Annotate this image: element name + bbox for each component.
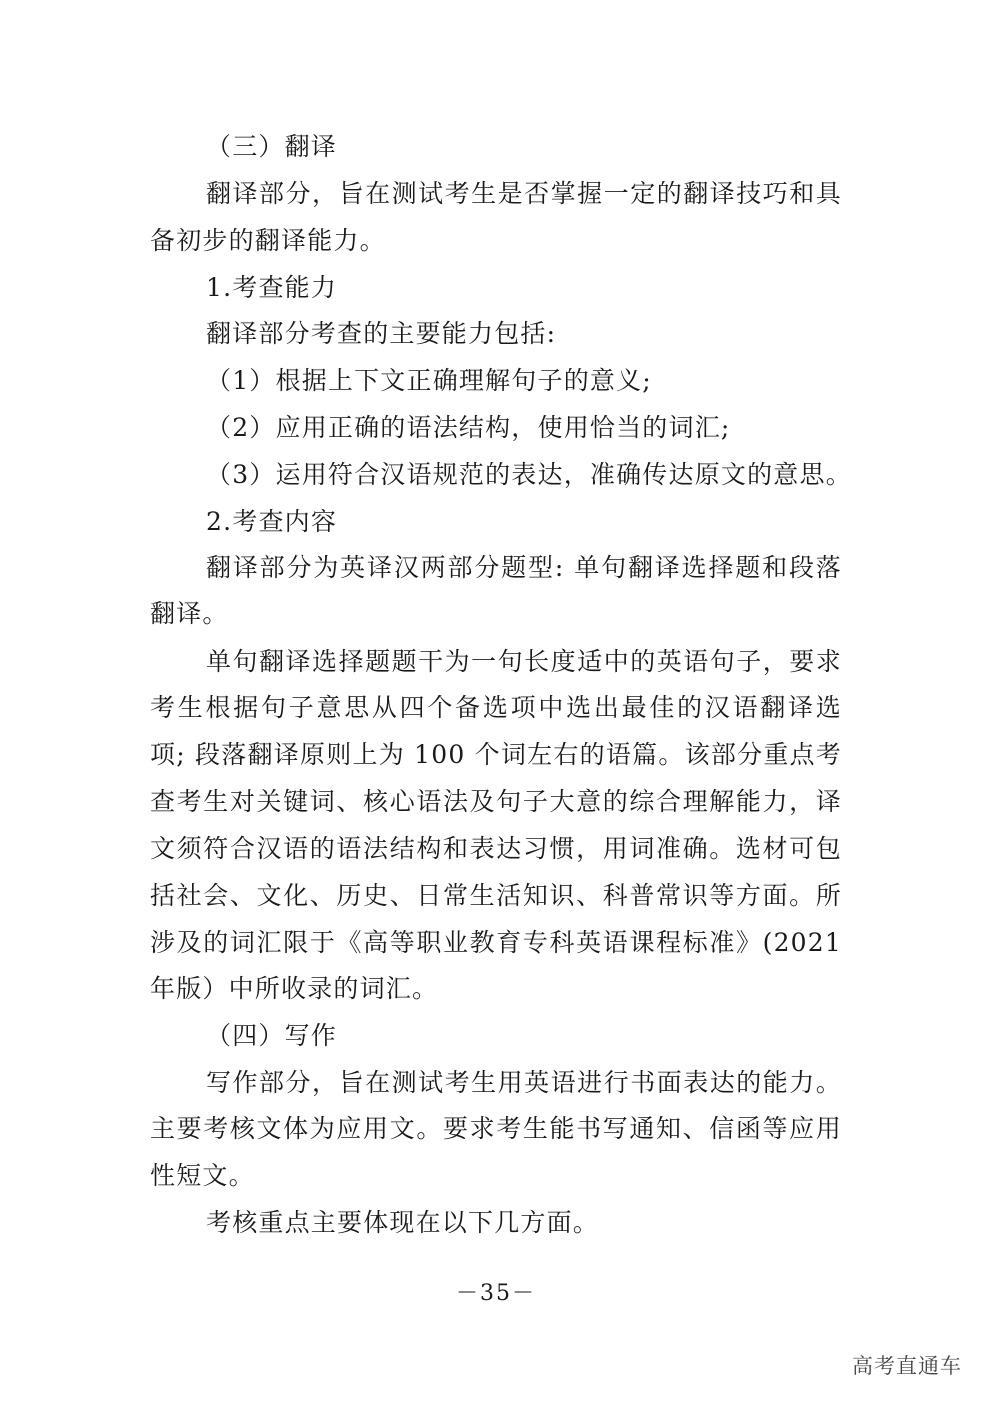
page-number: －35－ <box>456 1281 536 1306</box>
content-para2-line-3: 项; 段落翻译原则上为 100 个词左右的语篇。该部分重点考 <box>150 740 842 769</box>
content-para2-line-5: 文须符合汉语的语法结构和表达习惯，用词准确。选材可包 <box>150 834 842 863</box>
writing-para1-line-1: 写作部分，旨在测试考生用英语进行书面表达的能力。 <box>206 1068 842 1097</box>
subsection-title-abilities: 1.考查能力 <box>206 273 338 302</box>
abilities-lead: 翻译部分考查的主要能力包括: <box>206 319 557 348</box>
ability-item-2: （2）应用正确的语法结构，使用恰当的词汇; <box>206 413 731 442</box>
writing-para1-line-3: 性短文。 <box>150 1161 255 1190</box>
watermark: 高考直通车 <box>852 1354 962 1378</box>
ability-item-1: （1）根据上下文正确理解句子的意义; <box>206 366 652 395</box>
writing-para2: 考核重点主要体现在以下几方面。 <box>206 1208 600 1237</box>
translation-intro-line-2: 备初步的翻译能力。 <box>150 226 386 255</box>
content-para2-line-2: 考生根据句子意思从四个备选项中选出最佳的汉语翻译选 <box>150 693 842 722</box>
content-para2-line-6: 括社会、文化、历史、日常生活知识、科普常识等方面。所 <box>150 881 842 910</box>
section-heading-writing: （四）写作 <box>206 1021 338 1050</box>
content-para2-line-7: 涉及的词汇限于《高等职业教育专科英语课程标准》(2021 <box>150 928 842 957</box>
translation-intro-line-1: 翻译部分，旨在测试考生是否掌握一定的翻译技巧和具 <box>206 179 842 208</box>
content-para1-line-2: 翻译。 <box>150 599 229 628</box>
content-para2-line-4: 查考生对关键词、核心语法及句子大意的综合理解能力，译 <box>150 787 842 816</box>
subsection-title-content: 2.考查内容 <box>206 507 338 536</box>
content-para1-line-1: 翻译部分为英译汉两部分题型: 单句翻译选择题和段落 <box>206 553 842 582</box>
writing-para1-line-2: 主要考核文体为应用文。要求考生能书写通知、信函等应用 <box>150 1114 842 1143</box>
section-heading-translation: （三）翻译 <box>206 132 338 161</box>
ability-item-3: （3）运用符合汉语规范的表达，准确传达原文的意思。 <box>206 460 852 489</box>
content-para2-line-1: 单句翻译选择题题干为一句长度适中的英语句子，要求 <box>206 647 842 676</box>
content-para2-line-8: 年版）中所收录的词汇。 <box>150 974 439 1003</box>
